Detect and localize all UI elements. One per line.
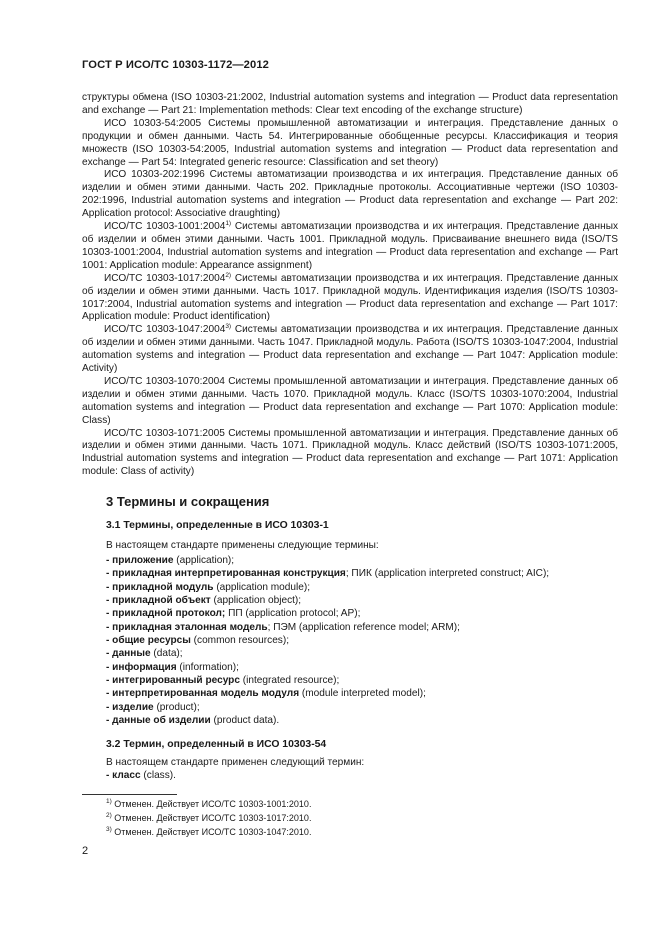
term-gloss: (information); [176, 661, 239, 673]
normative-references [82, 92, 618, 479]
term-gloss: (application); [173, 555, 235, 566]
reference-paragraph [82, 221, 618, 273]
term-item [106, 567, 549, 580]
footnote-mark: 1) [225, 220, 232, 228]
term-item [106, 647, 549, 660]
term-name: - интерпретированная модель модуля [106, 688, 300, 700]
subsection-heading: 3.2 Термин, определенный в ИСО 10303-54 [106, 739, 327, 750]
term-gloss: (class). [140, 770, 176, 781]
page-number: 2 [82, 845, 89, 857]
footnote-mark: 2) [225, 271, 232, 279]
section-heading: 3 Термины и сокращения [106, 494, 270, 509]
terms-intro: В настоящем стандарте применены следующие термины: [106, 540, 379, 551]
footnote-mark: 1) [106, 798, 112, 805]
term-gloss: (product); [153, 701, 200, 713]
term-item [106, 661, 549, 674]
term-name: - прикладная эталонная модель [106, 621, 268, 633]
reference-paragraph [82, 324, 618, 376]
term-item [106, 594, 549, 607]
term-item [106, 607, 549, 620]
term-gloss: (module interpreted model); [299, 688, 426, 700]
term-name: - информация [106, 661, 177, 673]
reference-code: ИСО/ТС 10303-1047:2004 [104, 324, 226, 336]
term-name: - прикладной протокол; [106, 608, 226, 620]
reference-text: Системы автоматизации производства и их интеграция. Представление данных об изделии и обмен этими данными. Часть 1017. Прикладной модуль. Идентификация изделия (ISO/TS 10303-1017:2004, Industrial automation systems and integration — Product data representation and exchange — Part 1017: Application module: Product identification) [82, 272, 618, 323]
term-gloss: (application module); [213, 581, 311, 593]
reference-text: Системы автоматизации производства и их интеграция. Представление данных об изделии и обмен этими данными. Часть 1001. Прикладной модуль. Присваивание внешнего вида (ISO/TS 10303-1001:2004, Industrial automation systems and integration — Product data representation and exchange — Part 1001: Application module: Appearance assignment) [82, 221, 618, 271]
term-gloss: (data); [150, 648, 183, 660]
term-name: - класс [106, 770, 141, 781]
footnote-divider [82, 794, 177, 795]
reference-paragraph: ИСО 10303-202:1996 Системы автоматизации производства и их интеграция. Представление данных об изделии и обмен этими данными. Часть 202. Прикладные протоколы. Ассоциативные чертежи (ISO 10303-202:1996, Industrial automation systems and integration — Product data representation and exchange — Part 202: Application protocol: Associative draughting) [82, 169, 618, 220]
term-item [106, 701, 549, 714]
reference-paragraph: структуры обмена (ISO 10303-21:2002, Industrial automation systems and integration — Product data representation and exchange — Part 21: Implementation methods: Clear text encoding of the exchange structure) [82, 92, 618, 116]
term-name: - изделие [106, 701, 154, 713]
term-gloss: (product data). [210, 715, 280, 727]
footnote-mark: 3) [106, 826, 112, 833]
document-header: ГОСТ Р ИСО/ТС 10303-1172—2012 [82, 59, 269, 71]
term-gloss: (integrated resource); [239, 675, 340, 687]
term-gloss: ; ПИК (application interpreted construct; AIC); [345, 568, 550, 580]
footnote-text: Отменен. Действует ИСО/ТС 10303-1001:2010. [111, 799, 312, 809]
reference-code: ИСО/ТС 10303-1001:2004 [104, 221, 226, 233]
footnote [106, 813, 311, 823]
term-gloss: ; ПЭМ (application reference model; ARM); [267, 621, 460, 633]
term-item [106, 770, 176, 781]
footnote-mark: 3) [225, 323, 232, 331]
reference-text: Системы автоматизации производства и их интеграция. Представление данных об изделии и обмен этими данными. Часть 1047. Прикладной модуль. Работа (ISO/TS 10303-1047:2004, Industrial automation systems and integration — Product data representation and exchange — Part 1047: Application module: Activity) [82, 324, 618, 375]
term-gloss: ПП (application protocol; AP); [225, 608, 361, 620]
footnote [106, 827, 311, 837]
footnote-text: Отменен. Действует ИСО/ТС 10303-1017:2010. [111, 813, 312, 823]
reference-paragraph: ИСО/ТС 10303-1071:2005 Системы промышленной автоматизации и интеграция. Представление данных об изделии и обмен этими данными. Часть 1071. Прикладной модуль. Класс действий (ISO/TS 10303-1071:2005, Industrial automation systems and integration — Product data representation and exchange — Part 1071: Application module: Class of activity) [82, 427, 618, 478]
reference-paragraph: ИСО/ТС 10303-1070:2004 Системы промышленной автоматизации и интеграция. Представление данных об изделии и обмен этими данными. Часть 1070. Прикладной модуль. Класс (ISO/TS 10303-1070:2004, Industrial automation systems and integration — Product data representation and exchange — Part 1070: Application module: Class) [82, 375, 618, 426]
term-name: - общие ресурсы [106, 635, 191, 647]
term-name: - данные об изделии [106, 715, 211, 727]
reference-paragraph [82, 273, 618, 325]
term-item [106, 714, 549, 727]
term-name: - данные [106, 648, 151, 660]
reference-paragraph: ИСО 10303-54:2005 Системы промышленной автоматизации и интеграция. Представление данных о продукции и обмен данными. Часть 54. Интегрированные обобщенные ресурсы. Классификация и теория множеств (ISO 10303-54:2005, Industrial automation systems and integration — Product data representation and exchange — Part 54: Integrated generic resource: Classification and set theory) [82, 117, 618, 168]
term-name: - прикладной модуль [106, 581, 214, 593]
term-item [106, 687, 549, 700]
term-name: - интегрированный ресурс [106, 675, 240, 687]
term-gloss: (common resources); [190, 635, 290, 647]
term-name: - прикладной объект [106, 595, 211, 607]
subsection-heading: 3.1 Термины, определенные в ИСО 10303-1 [106, 520, 329, 531]
term-item [106, 621, 549, 634]
footnote-mark: 2) [106, 812, 112, 819]
term-item [106, 674, 549, 687]
term-name: - приложение [106, 555, 174, 566]
term-name: - прикладная интерпретированная конструкция [106, 568, 346, 580]
footnote [106, 799, 311, 809]
terms-intro: В настоящем стандарте применен следующий термин: [106, 757, 365, 768]
terms-list [106, 554, 549, 727]
term-gloss: (application object); [210, 595, 302, 607]
term-item [106, 581, 549, 594]
footnote-text: Отменен. Действует ИСО/ТС 10303-1047:2010. [111, 827, 312, 837]
term-item [106, 554, 549, 567]
term-item [106, 634, 549, 647]
reference-code: ИСО/ТС 10303-1017:2004 [104, 272, 226, 284]
